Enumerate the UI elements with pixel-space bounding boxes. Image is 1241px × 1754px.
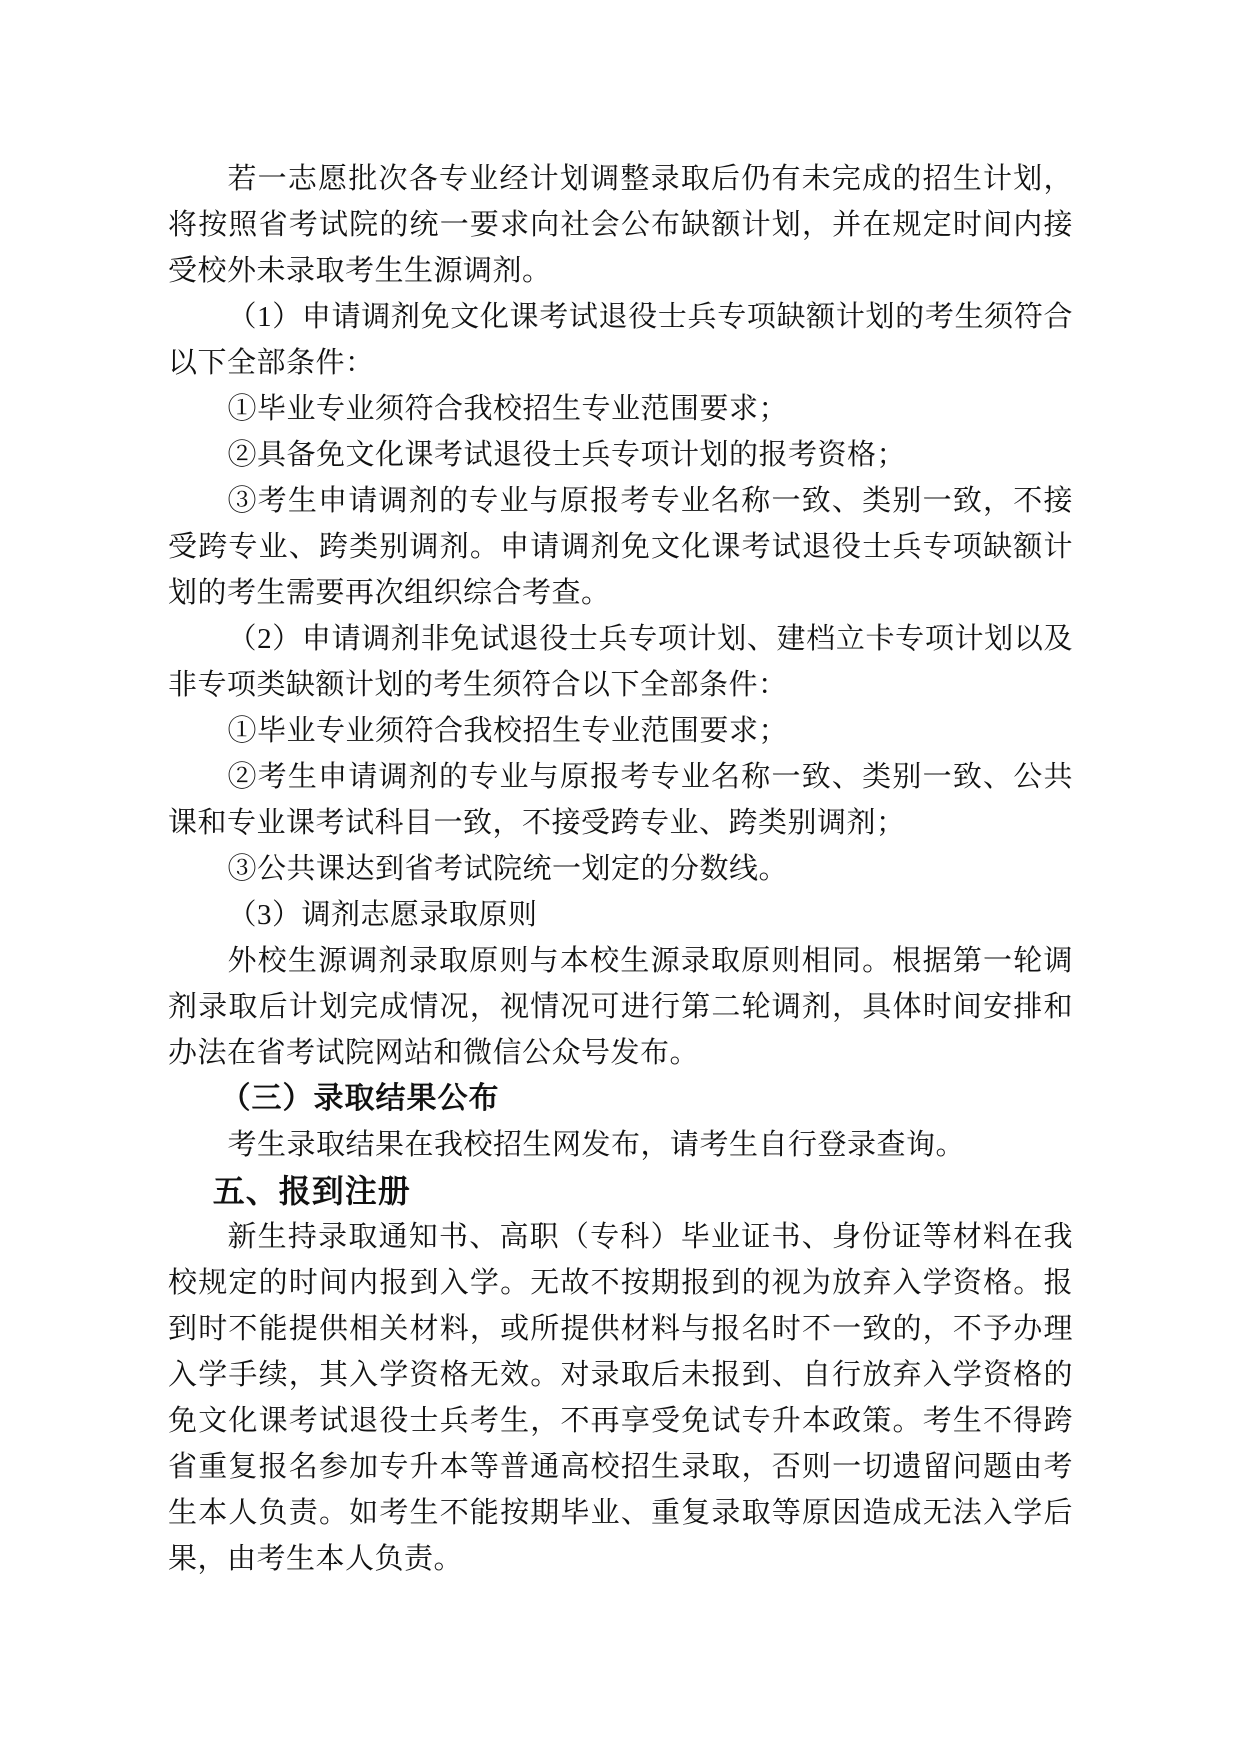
paragraph-item-2-nonexempt-transfer: （2）申请调剂非免试退役士兵专项计划、建档立卡专项计划以及非专项类缺额计划的考生须符合以下全部条件： <box>168 623 1073 701</box>
paragraph-condition-3-same-major: ③考生申请调剂的专业与原报考专业名称一致、类别一致，不接受跨专业、跨类别调剂。申请调剂免文化课考试退役士兵专项缺额计划的考生需要再次组织综合考查。 <box>168 485 1073 609</box>
section-heading-registration: 五、报到注册 <box>212 1173 411 1209</box>
paragraph-item-1-exempt-transfer: （1）申请调剂免文化课考试退役士兵专项缺额计划的考生须符合以下全部条件： <box>168 301 1073 379</box>
paragraph-condition-1-major-scope-2: ①毕业专业须符合我校招生专业范围要求； <box>227 715 788 747</box>
paragraph-transfer-principle-detail: 外校生源调剂录取原则与本校生源录取原则相同。根据第一轮调剂录取后计划完成情况，视情况可进行第二轮调剂，具体时间安排和办法在省考试院网站和微信公众号发布。 <box>168 945 1073 1069</box>
document-body <box>168 156 1073 1582</box>
paragraph-results-announcement: 考生录取结果在我校招生网发布，请考生自行登录查询。 <box>227 1129 965 1161</box>
paragraph-condition-1-major-scope: ①毕业专业须符合我校招生专业范围要求； <box>227 393 788 425</box>
paragraph-transfer-plan-intro: 若一志愿批次各专业经计划调整录取后仍有未完成的招生计划，将按照省考试院的统一要求向社会公布缺额计划，并在规定时间内接受校外未录取考生生源调剂。 <box>168 163 1073 287</box>
paragraph-condition-2-exempt-qualification: ②具备免文化课考试退役士兵专项计划的报考资格； <box>227 439 906 471</box>
paragraph-condition-2-same-subjects: ②考生申请调剂的专业与原报考专业名称一致、类别一致、公共课和专业课考试科目一致，不接受跨专业、跨类别调剂； <box>168 761 1073 839</box>
paragraph-registration-rules: 新生持录取通知书、高职（专科）毕业证书、身份证等材料在我校规定的时间内报到入学。无故不按期报到的视为放弃入学资格。报到时不能提供相关材料，或所提供材料与报名时不一致的，不予办理入学手续，其入学资格无效。对录取后未报到、自行放弃入学资格的免文化课考试退役士兵考生，不再享受免试专升本政策。考生不得跨省重复报名参加专升本等普通高校招生录取，否则一切遗留问题由考生本人负责。如考生不能按期毕业、重复录取等原因造成无法入学后果，由考生本人负责。 <box>168 1221 1073 1575</box>
paragraph-condition-3-score-line: ③公共课达到省考试院统一划定的分数线。 <box>227 853 788 885</box>
subsection-heading-admission-results: （三）录取结果公布 <box>220 1082 500 1115</box>
paragraph-item-3-transfer-principle: （3）调剂志愿录取原则 <box>227 899 538 931</box>
